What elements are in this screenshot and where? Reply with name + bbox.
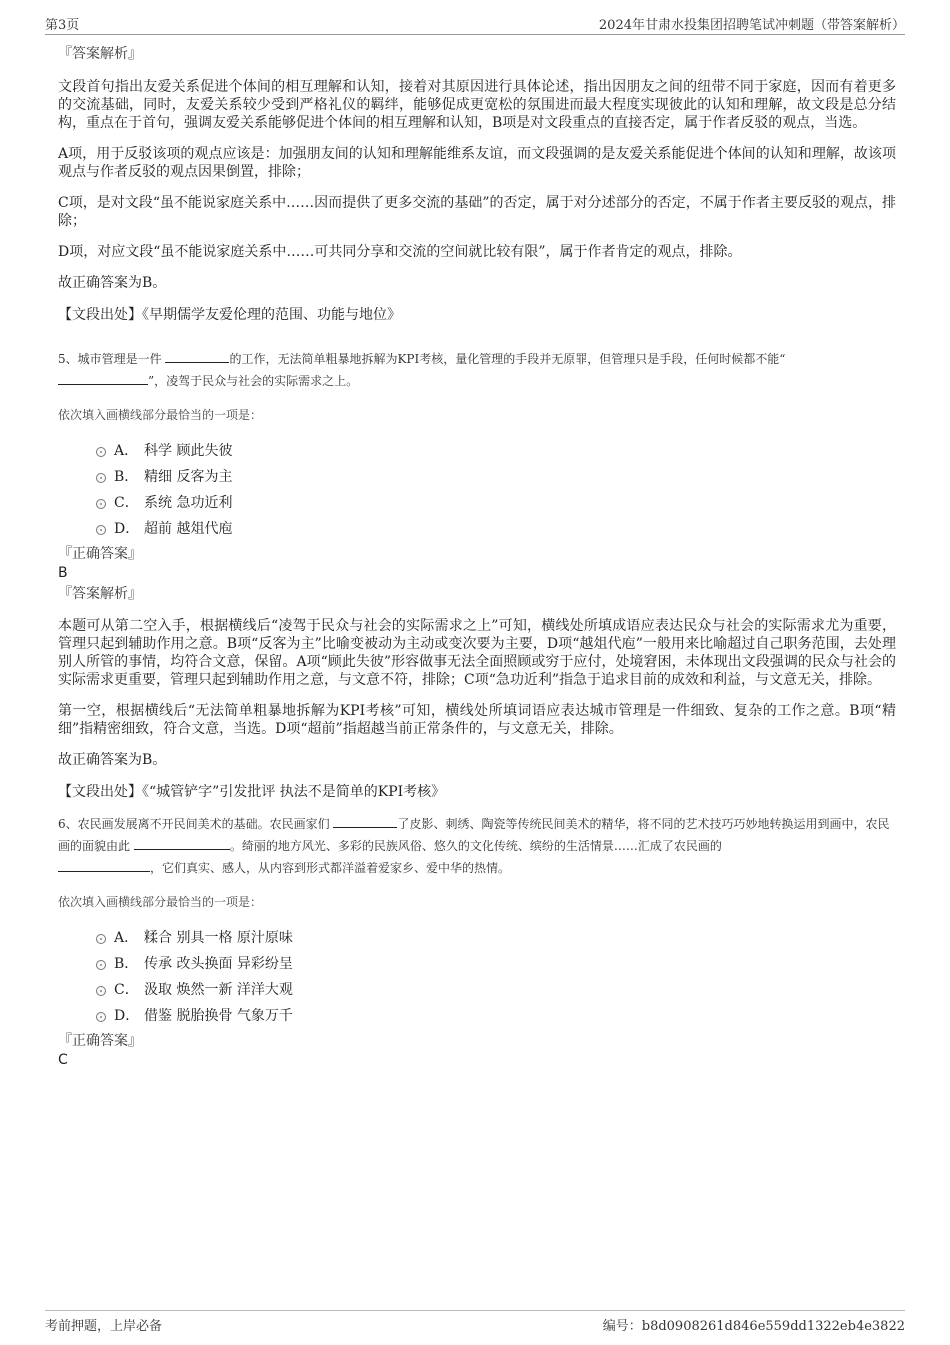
question-6-stem: 6、农民画发展离不开民间美术的基础。农民画家们 了皮影、刺绣、陶瓷等传统民间美术的精华，将不同的艺术技巧巧妙地转换运用到画中，农民画的面貌由此 。绮丽的地方风光、多彩的民族风俗、悠久的文化传统、缤纷的生活情景……汇成了农民画的 ，它们真实、感人，从内容到形式都洋溢着爱家乡、爱中华的热情。 xyxy=(58,813,896,879)
correct-answer: B xyxy=(58,565,68,581)
option-d[interactable]: D． 借鉴 脱胎换骨 气象万千 xyxy=(58,1003,896,1029)
source-citation: 【文段出处】《早期儒学友爱伦理的范围、功能与地位》 xyxy=(58,307,401,323)
options-list xyxy=(58,925,896,1029)
answer-blank xyxy=(165,349,229,363)
radio-button[interactable] xyxy=(96,447,106,457)
option-a[interactable]: A． 糅合 别具一格 原汁原味 xyxy=(58,925,896,951)
answer-blank xyxy=(58,858,150,872)
analysis-paragraph: 文段首句指出友爱关系促进个体间的相互理解和认知，接着对其原因进行具体论述，指出因朋友之间的纽带不同于家庭，因而有着更多的交流基础，同时，友爱关系较少受到严格礼仪的羁绊，能够促成更宽松的氛围进而最大程度实现彼此的认知和理解，故文段是总分结构，重点在于首句，强调友爱关系能够促进个体间的相互理解和认知，B项是对文段重点的直接否定，属于作者反驳的观点，当选。 xyxy=(58,79,896,131)
question-instruction: 依次填入画横线部分最恰当的一项是： xyxy=(58,895,263,909)
answer-statement: 故正确答案为B。 xyxy=(58,752,167,768)
document-body xyxy=(58,44,896,1069)
document-title: 2024年甘肃水投集团招聘笔试冲刺题（带答案解析） xyxy=(598,18,905,33)
answer-blank xyxy=(333,814,397,828)
radio-button[interactable] xyxy=(96,525,106,535)
options-list xyxy=(58,438,896,542)
document-id: 编号：b8d0908261d846e559dd1322eb4e3822 xyxy=(602,1319,905,1334)
radio-button[interactable] xyxy=(96,499,106,509)
analysis-paragraph: A项，用于反驳该项的观点应该是：加强朋友间的认知和理解能维系友谊，而文段强调的是友爱关系能促进个体间的认知和理解，故该项观点与作者反驳的观点因果倒置，排除； xyxy=(58,146,896,180)
correct-answer-label: 『正确答案』 xyxy=(58,1033,142,1049)
analysis-label: 『答案解析』 xyxy=(58,46,142,62)
question-5-stem: 5、城市管理是一件 的工作，无法简单粗暴地拆解为KPI考核，量化管理的手段并无原罪，但管理只是手段，任何时候都不能“ ”，凌驾于民众与社会的实际需求之上。 xyxy=(58,348,896,392)
answer-blank xyxy=(58,371,148,385)
answer-statement: 故正确答案为B。 xyxy=(58,275,167,291)
analysis-paragraph: 第一空，根据横线后“无法简单粗暴地拆解为KPI考核”可知，横线处所填词语应表达城市管理是一件细致、复杂的工作之意。B项“精细”指精密细致，符合文意，当选。D项“超前”指超越当前正常条件的，与文意无关，排除。 xyxy=(58,703,896,737)
analysis-paragraph: D项，对应文段“虽不能说家庭关系中……可共同分享和交流的空间就比较有限”，属于作者肯定的观点，排除。 xyxy=(58,244,742,260)
radio-button[interactable] xyxy=(96,986,106,996)
analysis-paragraph: 本题可从第二空入手，根据横线后“凌驾于民众与社会的实际需求之上”可知，横线处所填成语应表达民众与社会的实际需求尤为重要，管理只起到辅助作用之意。B项“反客为主”比喻变被动为主动或变次要为主要，D项“越俎代庖”一般用来比喻超过自己职务范围，去处理别人所管的事情，均符合文意，保留。A项“顾此失彼”形容做事无法全面照顾或穷于应付，处境窘困，未体现出文段强调的民众与社会的实际需求更重要，管理只起到辅助作用之意，与文意不符，排除；C项“急功近利”指急于追求目前的成效和利益，与文意无关，排除。 xyxy=(58,618,896,688)
option-d[interactable]: D． 超前 越俎代庖 xyxy=(58,516,896,542)
question-instruction: 依次填入画横线部分最恰当的一项是： xyxy=(58,408,263,422)
answer-blank xyxy=(134,836,230,850)
radio-button[interactable] xyxy=(96,960,106,970)
analysis-label: 『答案解析』 xyxy=(58,586,142,602)
page-number: 第3页 xyxy=(45,18,80,33)
source-citation: 【文段出处】《“城管铲字”引发批评 执法不是简单的KPI考核》 xyxy=(58,784,446,800)
page-header xyxy=(45,14,905,35)
radio-button[interactable] xyxy=(96,1012,106,1022)
radio-button[interactable] xyxy=(96,934,106,944)
correct-answer-label: 『正确答案』 xyxy=(58,546,142,562)
option-b[interactable]: B． 精细 反客为主 xyxy=(58,464,896,490)
analysis-paragraph: C项，是对文段“虽不能说家庭关系中……因而提供了更多交流的基础”的否定，属于对分述部分的否定，不属于作者主要反驳的观点，排除； xyxy=(58,195,896,229)
footer-slogan: 考前押题，上岸必备 xyxy=(45,1319,163,1334)
correct-answer: C xyxy=(58,1052,68,1068)
option-c[interactable]: C． 系统 急功近利 xyxy=(58,490,896,516)
option-c[interactable]: C． 汲取 焕然一新 洋洋大观 xyxy=(58,977,896,1003)
radio-button[interactable] xyxy=(96,473,106,483)
option-a[interactable]: A． 科学 顾此失彼 xyxy=(58,438,896,464)
page-footer xyxy=(45,1310,905,1333)
option-b[interactable]: B． 传承 改头换面 异彩纷呈 xyxy=(58,951,896,977)
